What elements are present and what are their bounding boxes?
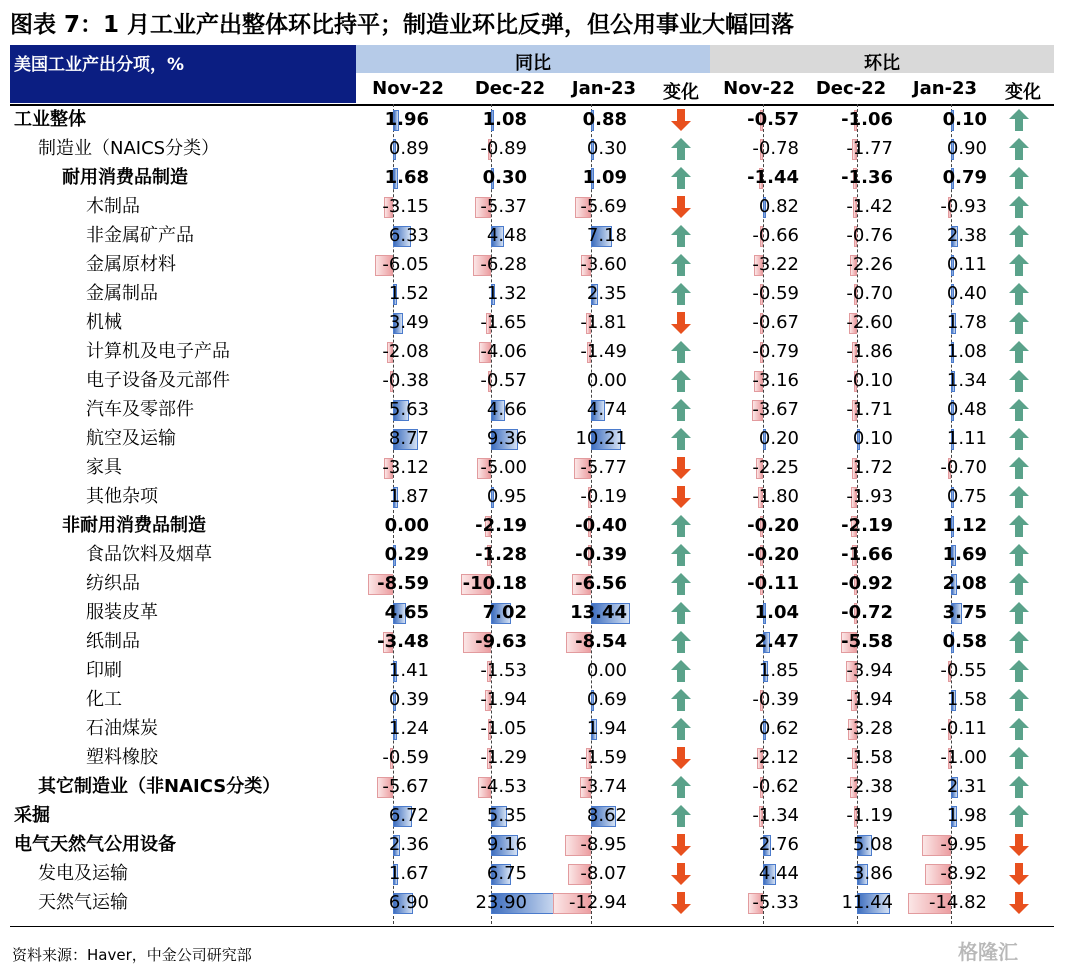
column-header-mom-jan: Jan-23	[912, 78, 978, 99]
arrow-up-icon	[1008, 659, 1030, 683]
row-label: 制造业（NAICS分类）	[38, 138, 220, 159]
row-label: 家具	[86, 457, 122, 478]
cell-value: -8.95	[580, 834, 627, 855]
cell-value: 1.94	[586, 718, 627, 739]
arrow-down-icon	[670, 833, 692, 857]
arrow-down-icon	[670, 195, 692, 219]
cell-value: -1.29	[480, 747, 527, 768]
row-label: 金属制品	[86, 283, 158, 304]
cell-value: 0.30	[586, 138, 627, 159]
cell-value: 0.95	[486, 486, 527, 507]
arrow-up-icon	[670, 166, 692, 190]
row-label: 化工	[86, 689, 122, 710]
cell-value: -0.59	[382, 747, 429, 768]
arrow-up-icon	[670, 427, 692, 451]
cell-value: 3.49	[388, 312, 429, 333]
cell-value: 2.31	[946, 776, 987, 797]
arrow-up-icon	[1008, 369, 1030, 393]
cell-value: 7.02	[482, 602, 527, 623]
cell-value: -1.93	[846, 486, 893, 507]
cell-value: 4.74	[586, 399, 627, 420]
cell-value: 4.48	[486, 225, 527, 246]
row-label: 采掘	[14, 805, 50, 826]
cell-value: 0.30	[482, 167, 527, 188]
cell-value: -4.53	[480, 776, 527, 797]
cell-value: 0.10	[852, 428, 893, 449]
header-group-yoy: 同比	[515, 53, 551, 74]
cell-value: -0.39	[575, 544, 627, 565]
row-label: 工业整体	[14, 109, 86, 130]
cell-value: -0.72	[841, 602, 893, 623]
cell-value: 1.68	[384, 167, 429, 188]
cell-value: -8.54	[575, 631, 627, 652]
arrow-up-icon	[670, 601, 692, 625]
cell-value: -0.62	[752, 776, 799, 797]
row-label: 电子设备及元部件	[86, 370, 230, 391]
cell-value: -1.59	[580, 747, 627, 768]
arrow-down-icon	[670, 862, 692, 886]
arrow-up-icon	[1008, 282, 1030, 306]
row-label: 纺织品	[86, 573, 140, 594]
row-label: 非耐用消费品制造	[62, 515, 206, 536]
cell-value: -1.66	[841, 544, 893, 565]
arrow-up-icon	[670, 572, 692, 596]
row-label: 天然气运输	[38, 892, 128, 913]
cell-value: -1.36	[841, 167, 893, 188]
arrow-up-icon	[670, 369, 692, 393]
cell-value: 2.47	[754, 631, 799, 652]
row-label: 其他杂项	[86, 486, 158, 507]
cell-value: 2.35	[586, 283, 627, 304]
cell-value: -5.69	[580, 196, 627, 217]
cell-value: 1.41	[388, 660, 429, 681]
row-label: 其它制造业（非NAICS分类）	[38, 776, 281, 797]
cell-value: -0.39	[752, 689, 799, 710]
header-label: 美国工业产出分项，%	[14, 55, 185, 75]
cell-value: -0.78	[752, 138, 799, 159]
cell-value: 4.44	[758, 863, 799, 884]
cell-value: -1.58	[846, 747, 893, 768]
cell-value: -0.40	[575, 515, 627, 536]
arrow-up-icon	[1008, 398, 1030, 422]
cell-value: 8.77	[388, 428, 429, 449]
cell-value: -3.67	[752, 399, 799, 420]
cell-value: 11.44	[841, 892, 893, 913]
cell-value: -0.11	[940, 718, 987, 739]
arrow-up-icon	[1008, 775, 1030, 799]
cell-value: -2.19	[841, 515, 893, 536]
arrow-up-icon	[670, 688, 692, 712]
cell-value: -1.34	[752, 805, 799, 826]
cell-value: 4.66	[486, 399, 527, 420]
column-header-mom-dec: Dec-22	[815, 78, 887, 99]
arrow-down-icon	[670, 485, 692, 509]
column-header-mom-change: 变化	[1005, 82, 1041, 103]
cell-value: -5.58	[841, 631, 893, 652]
cell-value: 0.79	[942, 167, 987, 188]
cell-value: -1.44	[747, 167, 799, 188]
cell-value: -1.06	[841, 109, 893, 130]
cell-value: 0.69	[586, 689, 627, 710]
cell-value: -1.80	[752, 486, 799, 507]
cell-value: -1.28	[475, 544, 527, 565]
row-label: 发电及运输	[38, 863, 128, 884]
row-label: 航空及运输	[86, 428, 176, 449]
cell-value: -8.59	[377, 573, 429, 594]
cell-value: -3.48	[377, 631, 429, 652]
cell-value: -0.92	[841, 573, 893, 594]
cell-value: 1.24	[388, 718, 429, 739]
cell-value: -12.94	[568, 892, 627, 913]
cell-value: 2.36	[388, 834, 429, 855]
arrow-up-icon	[670, 340, 692, 364]
row-label: 石油煤炭	[86, 718, 158, 739]
row-label: 耐用消费品制造	[62, 167, 188, 188]
cell-value: -0.67	[752, 312, 799, 333]
cell-value: -0.20	[747, 544, 799, 565]
header-rule	[10, 104, 1054, 106]
cell-value: 1.08	[482, 109, 527, 130]
arrow-down-icon	[670, 456, 692, 480]
row-label: 服装皮革	[86, 602, 158, 623]
cell-value: -0.57	[480, 370, 527, 391]
bottom-rule	[10, 926, 1054, 927]
cell-value: -3.15	[382, 196, 429, 217]
column-header-yoy-nov: Nov-22	[372, 78, 444, 99]
cell-value: -9.95	[940, 834, 987, 855]
row-label: 机械	[86, 312, 122, 333]
arrow-down-icon	[670, 746, 692, 770]
cell-value: -0.19	[580, 486, 627, 507]
cell-value: -1.86	[846, 341, 893, 362]
arrow-up-icon	[670, 717, 692, 741]
cell-value: 1.11	[946, 428, 987, 449]
column-header-yoy-dec: Dec-22	[474, 78, 546, 99]
cell-value: 1.78	[946, 312, 987, 333]
arrow-up-icon	[1008, 514, 1030, 538]
cell-value: -5.77	[580, 457, 627, 478]
arrow-up-icon	[1008, 485, 1030, 509]
cell-value: 2.08	[942, 573, 987, 594]
cell-value: -2.26	[846, 254, 893, 275]
row-label: 计算机及电子产品	[86, 341, 230, 362]
cell-value: -1.94	[480, 689, 527, 710]
row-label: 金属原材料	[86, 254, 176, 275]
cell-value: 23.90	[475, 892, 527, 913]
cell-value: 8.62	[586, 805, 627, 826]
cell-value: -2.12	[752, 747, 799, 768]
arrow-up-icon	[1008, 195, 1030, 219]
cell-value: 3.86	[852, 863, 893, 884]
cell-value: -0.93	[940, 196, 987, 217]
cell-value: -1.77	[846, 138, 893, 159]
arrow-up-icon	[1008, 224, 1030, 248]
cell-value: -1.49	[580, 341, 627, 362]
cell-value: 0.89	[388, 138, 429, 159]
chart-title: 图表 7：1 月工业产出整体环比持平；制造业环比反弹，但公用事业大幅回落	[10, 12, 795, 38]
arrow-up-icon	[670, 282, 692, 306]
cell-value: -1.42	[846, 196, 893, 217]
cell-value: -1.72	[846, 457, 893, 478]
cell-value: -1.19	[846, 805, 893, 826]
cell-value: -3.94	[846, 660, 893, 681]
cell-value: 0.20	[758, 428, 799, 449]
cell-value: 13.44	[570, 602, 627, 623]
cell-value: 6.72	[388, 805, 429, 826]
cell-value: -3.22	[752, 254, 799, 275]
cell-value: -5.00	[480, 457, 527, 478]
cell-value: -2.19	[475, 515, 527, 536]
cell-value: 1.32	[486, 283, 527, 304]
row-label: 电气天然气公用设备	[14, 834, 176, 855]
cell-value: 1.69	[942, 544, 987, 565]
cell-value: -2.60	[846, 312, 893, 333]
cell-value: -0.66	[752, 225, 799, 246]
cell-value: -5.33	[752, 892, 799, 913]
arrow-up-icon	[1008, 746, 1030, 770]
cell-value: 0.62	[758, 718, 799, 739]
cell-value: 0.75	[946, 486, 987, 507]
cell-value: 2.38	[946, 225, 987, 246]
cell-value: -8.92	[940, 863, 987, 884]
cell-value: -3.28	[846, 718, 893, 739]
row-label: 纸制品	[86, 631, 140, 652]
cell-value: -0.89	[480, 138, 527, 159]
arrow-up-icon	[1008, 253, 1030, 277]
arrow-up-icon	[670, 630, 692, 654]
watermark-logo: 格隆汇	[958, 940, 1018, 964]
column-header-mom-nov: Nov-22	[723, 78, 795, 99]
cell-value: -1.53	[480, 660, 527, 681]
cell-value: 0.58	[942, 631, 987, 652]
arrow-up-icon	[670, 659, 692, 683]
cell-value: -3.60	[580, 254, 627, 275]
cell-value: 0.40	[946, 283, 987, 304]
cell-value: -1.71	[846, 399, 893, 420]
cell-value: 7.18	[586, 225, 627, 246]
cell-value: 1.34	[946, 370, 987, 391]
cell-value: 0.29	[384, 544, 429, 565]
arrow-up-icon	[670, 804, 692, 828]
cell-value: -1.05	[480, 718, 527, 739]
cell-value: 1.58	[946, 689, 987, 710]
arrow-up-icon	[670, 775, 692, 799]
cell-value: -1.94	[846, 689, 893, 710]
arrow-up-icon	[1008, 166, 1030, 190]
cell-value: 1.12	[942, 515, 987, 536]
cell-value: 4.65	[384, 602, 429, 623]
arrow-up-icon	[1008, 572, 1030, 596]
cell-value: 0.88	[582, 109, 627, 130]
cell-value: -6.28	[480, 254, 527, 275]
arrow-down-icon	[670, 891, 692, 915]
arrow-up-icon	[1008, 601, 1030, 625]
cell-value: 0.00	[586, 660, 627, 681]
arrow-down-icon	[670, 108, 692, 132]
source-note: 资料来源：Haver，中金公司研究部	[12, 946, 252, 964]
cell-value: -0.55	[940, 660, 987, 681]
cell-value: 3.75	[942, 602, 987, 623]
cell-value: 1.96	[384, 109, 429, 130]
cell-value: -6.56	[575, 573, 627, 594]
cell-value: 6.90	[388, 892, 429, 913]
cell-value: -1.00	[940, 747, 987, 768]
cell-value: 0.90	[946, 138, 987, 159]
cell-value: -9.63	[475, 631, 527, 652]
cell-value: -10.18	[462, 573, 527, 594]
cell-value: 0.48	[946, 399, 987, 420]
cell-value: 1.52	[388, 283, 429, 304]
arrow-up-icon	[1008, 427, 1030, 451]
cell-value: 5.35	[486, 805, 527, 826]
cell-value: 1.87	[388, 486, 429, 507]
row-label: 非金属矿产品	[86, 225, 194, 246]
cell-value: -0.11	[747, 573, 799, 594]
cell-value: 0.00	[586, 370, 627, 391]
cell-value: -3.16	[752, 370, 799, 391]
cell-value: 2.76	[758, 834, 799, 855]
cell-value: -2.25	[752, 457, 799, 478]
cell-value: 0.10	[942, 109, 987, 130]
cell-value: 9.36	[486, 428, 527, 449]
arrow-up-icon	[670, 224, 692, 248]
row-label: 印刷	[86, 660, 122, 681]
cell-value: 1.08	[946, 341, 987, 362]
cell-value: -2.38	[846, 776, 893, 797]
arrow-up-icon	[1008, 137, 1030, 161]
cell-value: -0.76	[846, 225, 893, 246]
cell-value: 0.82	[758, 196, 799, 217]
cell-value: -1.65	[480, 312, 527, 333]
arrow-up-icon	[1008, 456, 1030, 480]
cell-value: 1.67	[388, 863, 429, 884]
cell-value: -3.12	[382, 457, 429, 478]
arrow-up-icon	[1008, 630, 1030, 654]
cell-value: -5.67	[382, 776, 429, 797]
row-label: 塑料橡胶	[86, 747, 158, 768]
arrow-up-icon	[1008, 717, 1030, 741]
cell-value: 10.21	[575, 428, 627, 449]
cell-value: -2.08	[382, 341, 429, 362]
cell-value: 6.33	[388, 225, 429, 246]
arrow-up-icon	[670, 514, 692, 538]
row-label: 食品饮料及烟草	[86, 544, 212, 565]
cell-value: -0.38	[382, 370, 429, 391]
cell-value: -5.37	[480, 196, 527, 217]
arrow-up-icon	[1008, 688, 1030, 712]
cell-value: -0.79	[752, 341, 799, 362]
cell-value: 1.04	[754, 602, 799, 623]
cell-value: 1.85	[758, 660, 799, 681]
row-label: 汽车及零部件	[86, 399, 194, 420]
cell-value: -0.20	[747, 515, 799, 536]
cell-value: -0.57	[747, 109, 799, 130]
arrow-up-icon	[670, 137, 692, 161]
cell-value: 0.11	[946, 254, 987, 275]
cell-value: -1.81	[580, 312, 627, 333]
cell-value: 6.75	[486, 863, 527, 884]
cell-value: 1.09	[582, 167, 627, 188]
arrow-up-icon	[1008, 340, 1030, 364]
cell-value: -0.70	[940, 457, 987, 478]
cell-value: -6.05	[382, 254, 429, 275]
arrow-up-icon	[1008, 804, 1030, 828]
cell-value: -8.07	[580, 863, 627, 884]
arrow-down-icon	[1008, 862, 1030, 886]
arrow-down-icon	[1008, 833, 1030, 857]
arrow-up-icon	[1008, 543, 1030, 567]
cell-value: 5.63	[388, 399, 429, 420]
cell-value: 1.98	[946, 805, 987, 826]
cell-value: 0.00	[384, 515, 429, 536]
cell-value: -3.74	[580, 776, 627, 797]
arrow-down-icon	[670, 311, 692, 335]
cell-value: 9.16	[486, 834, 527, 855]
cell-value: -0.10	[846, 370, 893, 391]
arrow-down-icon	[1008, 891, 1030, 915]
cell-value: -0.59	[752, 283, 799, 304]
arrow-up-icon	[670, 398, 692, 422]
cell-value: 0.39	[388, 689, 429, 710]
arrow-up-icon	[1008, 108, 1030, 132]
header-group-mom: 环比	[864, 53, 900, 74]
cell-value: -0.70	[846, 283, 893, 304]
column-header-yoy-change: 变化	[663, 82, 699, 103]
cell-value: 5.08	[852, 834, 893, 855]
arrow-up-icon	[1008, 311, 1030, 335]
arrow-up-icon	[670, 543, 692, 567]
column-header-yoy-jan: Jan-23	[571, 78, 637, 99]
arrow-up-icon	[670, 253, 692, 277]
cell-value: -14.82	[928, 892, 987, 913]
row-label: 木制品	[86, 196, 140, 217]
cell-value: -4.06	[480, 341, 527, 362]
